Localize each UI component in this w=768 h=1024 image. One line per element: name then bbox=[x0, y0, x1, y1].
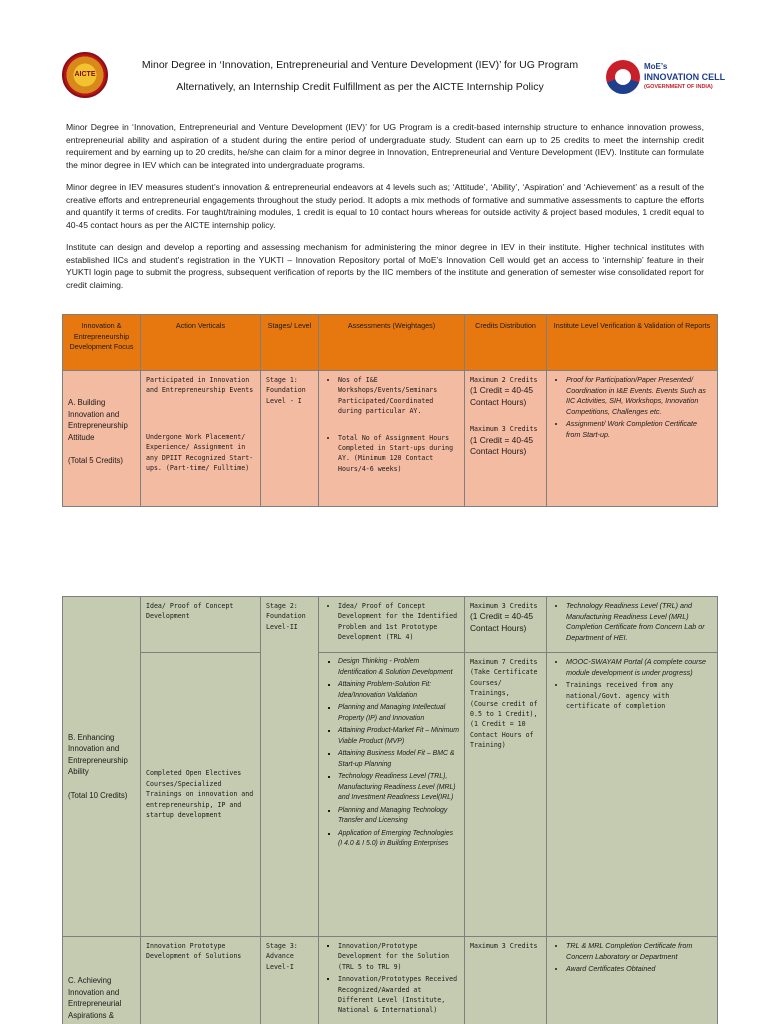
title-line-2: Alternatively, an Internship Credit Fulfillment as per the AICTE Internship Policy bbox=[176, 81, 544, 93]
aicte-logo: AICTE bbox=[62, 52, 108, 98]
assessment-b-list-item: ▪ Technology Readiness Level (TRL), Manufacturing Readiness Level (MRL) and Investment Readiness Level(IRL) bbox=[338, 772, 459, 804]
title-line-1: Minor Degree in ‘Innovation, Entrepreneurial and Venture Development (IEV)’ for UG Program bbox=[141, 59, 579, 71]
credit-structure-table-part-2 bbox=[62, 596, 718, 1024]
assessment-b-list-item: ▪ Design Thinking - Problem Identification & Solution Development bbox=[338, 657, 459, 678]
stage-c: Stage 3: Advance Level-I bbox=[266, 942, 298, 971]
assessment-a-2: • Total No of Assignment Hours Completed in Start-ups during AY. (Minimum 120 Contact Hours/4-6 weeks) bbox=[338, 433, 459, 475]
table-row-a bbox=[63, 371, 718, 507]
credit-c-1: Maximum 3 Credits bbox=[470, 942, 538, 950]
credit-a-2-note: (1 Credit = 40-45 Contact Hours) bbox=[470, 434, 534, 457]
page-title bbox=[120, 54, 600, 98]
intro-paragraph: Minor Degree in ‘Innovation, Entrepreneurial and Venture Development (IEV)’ for UG Program is a credit-based internship structure to enhance innovation prowess, entrepreneurial ability and aspiration of a student during the entire period of undergraduate study. Student can earn up to 25 credits to meet the internship credit requirement and by earning up to 20 credits, he/she can claim for a minor degree in Innovation, Entrepreneurial and Venture Development (IEV). Institute can formulate the minor degree in IEV which can be integrated into undergraduate programs. bbox=[66, 122, 704, 171]
assessment-b-list-item: ▪ Attaining Business Model Fit – BMC & Start-up Planning bbox=[338, 749, 459, 770]
focus-a-total: (Total 5 Credits) bbox=[68, 456, 124, 465]
verify-a-2: • Assignment/ Work Completion Certificate from Start-up. bbox=[566, 419, 712, 440]
verify-b-2a: • MOOC-SWAYAM Portal (A complete course module development is under progress) bbox=[566, 657, 712, 678]
verify-c-2: • Award Certificates Obtained bbox=[566, 964, 712, 975]
table-row-b-2 bbox=[63, 653, 718, 937]
header-focus: Innovation & Entrepreneurship Development Focus bbox=[63, 315, 141, 371]
assessment-b-1: • Idea/ Proof of Concept Development for the Identified Problem and 1st Prototype Development (TRL 4) bbox=[338, 601, 459, 643]
focus-c-label: C. Achieving Innovation and Entrepreneurial Aspirations & bbox=[68, 976, 122, 1020]
credit-b-2: Maximum 7 Credits (Take Certificate Courses/ Trainings, (Course credit of 0.5 to 1 Credit), (1 Credit = 10 Contact Hours of Training) bbox=[470, 658, 538, 750]
credit-structure-table-part-1 bbox=[62, 314, 718, 507]
levels-paragraph: Minor degree in IEV measures student’s innovation & entrepreneurial endeavors at 4 levels such as; ‘Attitude’, ‘Ability’, ‘Aspiration’ and ‘Achievement’ as a result of the creative efforts and entrepreneurial engagements throughout the study period. It adopts a mix methods of formative and summative assessments to capture the efforts and quantify it terms of credits. For taught/training modules, 1 credit is equal to 10 contact hours whereas for outside activity & project based modules, 1 credit equal to 40-45 contact hours as per the AICTE internship policy. bbox=[66, 182, 704, 231]
mechanism-paragraph: Institute can design and develop a reporting and assessing mechanism for administering the minor degree in IEV in their institute. Higher technical institutes with established IICs and student’s registration in the YUKTI – Innovation Repository portal of MoE’s Innovation Cell would get an access to ‘internship’ feature in their YUKTI login page to submit the progress, subsequent verification of reports by the IIC members of the institute and generation of semester wise consolidated report for credit claiming. bbox=[66, 242, 704, 291]
credit-a-1-note: (1 Credit = 40-45 Contact Hours) bbox=[470, 385, 534, 407]
focus-b-label: B. Enhancing Innovation and Entrepreneurship Ability bbox=[68, 732, 128, 777]
action-c-1: Innovation Prototype Development of Solutions bbox=[146, 942, 242, 961]
header-stages: Stages/ Level bbox=[261, 315, 319, 371]
page-header bbox=[0, 0, 768, 110]
assessment-b-list-item: ▪ Planning and Managing Technology Transfer and Licensing bbox=[338, 806, 459, 827]
verify-c-1: • TRL & MRL Completion Certificate from Concern Laboratory or Department bbox=[566, 941, 712, 962]
assessment-b-list-item: ▪ Planning and Managing Intellectual Property (IP) and Innovation bbox=[338, 703, 459, 724]
header-action-verticals: Action Verticals bbox=[141, 315, 261, 371]
stage-a: Stage 1: Foundation Level - I bbox=[266, 376, 306, 405]
header-assessments: Assessments (Weightages) bbox=[319, 315, 465, 371]
action-b-1: Idea/ Proof of Concept Development bbox=[146, 602, 234, 621]
credit-b-1-note: (1 Credit = 40-45 Contact Hours) bbox=[470, 611, 534, 633]
assessment-b-list-item: ▪ Attaining Problem-Solution Fit: Idea/Innovation Validation bbox=[338, 680, 459, 701]
focus-a-label: A. Building Innovation and Entrepreneurship Attitude bbox=[68, 398, 128, 442]
verify-a-1: • Proof for Participation/Paper Presented/ Coordination in I&E Events. Events Such as IIC Activities, SIH, Workshops, Innovation Competitions, Challenges etc. bbox=[566, 375, 712, 417]
action-a-2: Undergone Work Placement/ Experience/ Assignment in any DPIIT Recognized Start-ups. (Part-time/ Fulltime) bbox=[146, 432, 254, 473]
action-a-1: Participated in Innovation and Entrepreneurship Events bbox=[146, 376, 254, 395]
assessment-b-list-item: ▪ Application of Emerging Technologies (I 4.0 & I 5.0) in Building Enterprises bbox=[338, 829, 459, 850]
verify-b-1: • Technology Readiness Level (TRL) and Manufacturing Readiness Level (MRL) Completion Certificate from Concern Lab or Department of HEI. bbox=[566, 601, 712, 643]
stage-b: Stage 2: Foundation Level-II bbox=[266, 602, 306, 631]
action-b-2: Completed Open Electives Courses/Specialized Trainings on innovation and entrepreneurship, IP and startup development bbox=[146, 769, 254, 820]
assessment-b-list-item: ▪ Attaining Product-Market Fit – Minimum Viable Product (MVP) bbox=[338, 726, 459, 747]
credit-a-1-head: Maximum 2 Credits bbox=[470, 376, 538, 384]
table-row-b-1 bbox=[63, 597, 718, 653]
assessment-c-1: ▪ Innovation/Prototype Development for the Solution (TRL 5 to TRL 9) bbox=[338, 941, 459, 972]
table-header-row bbox=[63, 315, 718, 371]
header-verification: Institute Level Verification & Validation of Reports bbox=[547, 315, 718, 371]
assessment-c-2: ▪ Innovation/Prototypes Received Recognized/Awarded at Different Level (Institute, National & International) bbox=[338, 974, 459, 1016]
gear-icon bbox=[606, 60, 640, 94]
moe-innovation-cell-logo: MoE’s INNOVATION CELL (GOVERNMENT OF INDIA) bbox=[606, 60, 756, 94]
verify-b-2b: • Trainings received from any national/Govt. agency with certificate of completion bbox=[566, 680, 712, 711]
table-row-c bbox=[63, 937, 718, 1024]
credit-b-1-head: Maximum 3 Credits bbox=[470, 602, 538, 610]
assessment-a-1: • Nos of I&E Workshops/Events/Seminars Participated/Coordinated during particular AY. bbox=[338, 375, 459, 417]
credit-a-2-head: Maximum 3 Credits bbox=[470, 425, 538, 434]
focus-b-total: (Total 10 Credits) bbox=[68, 790, 128, 800]
header-credits: Credits Distribution bbox=[465, 315, 547, 371]
